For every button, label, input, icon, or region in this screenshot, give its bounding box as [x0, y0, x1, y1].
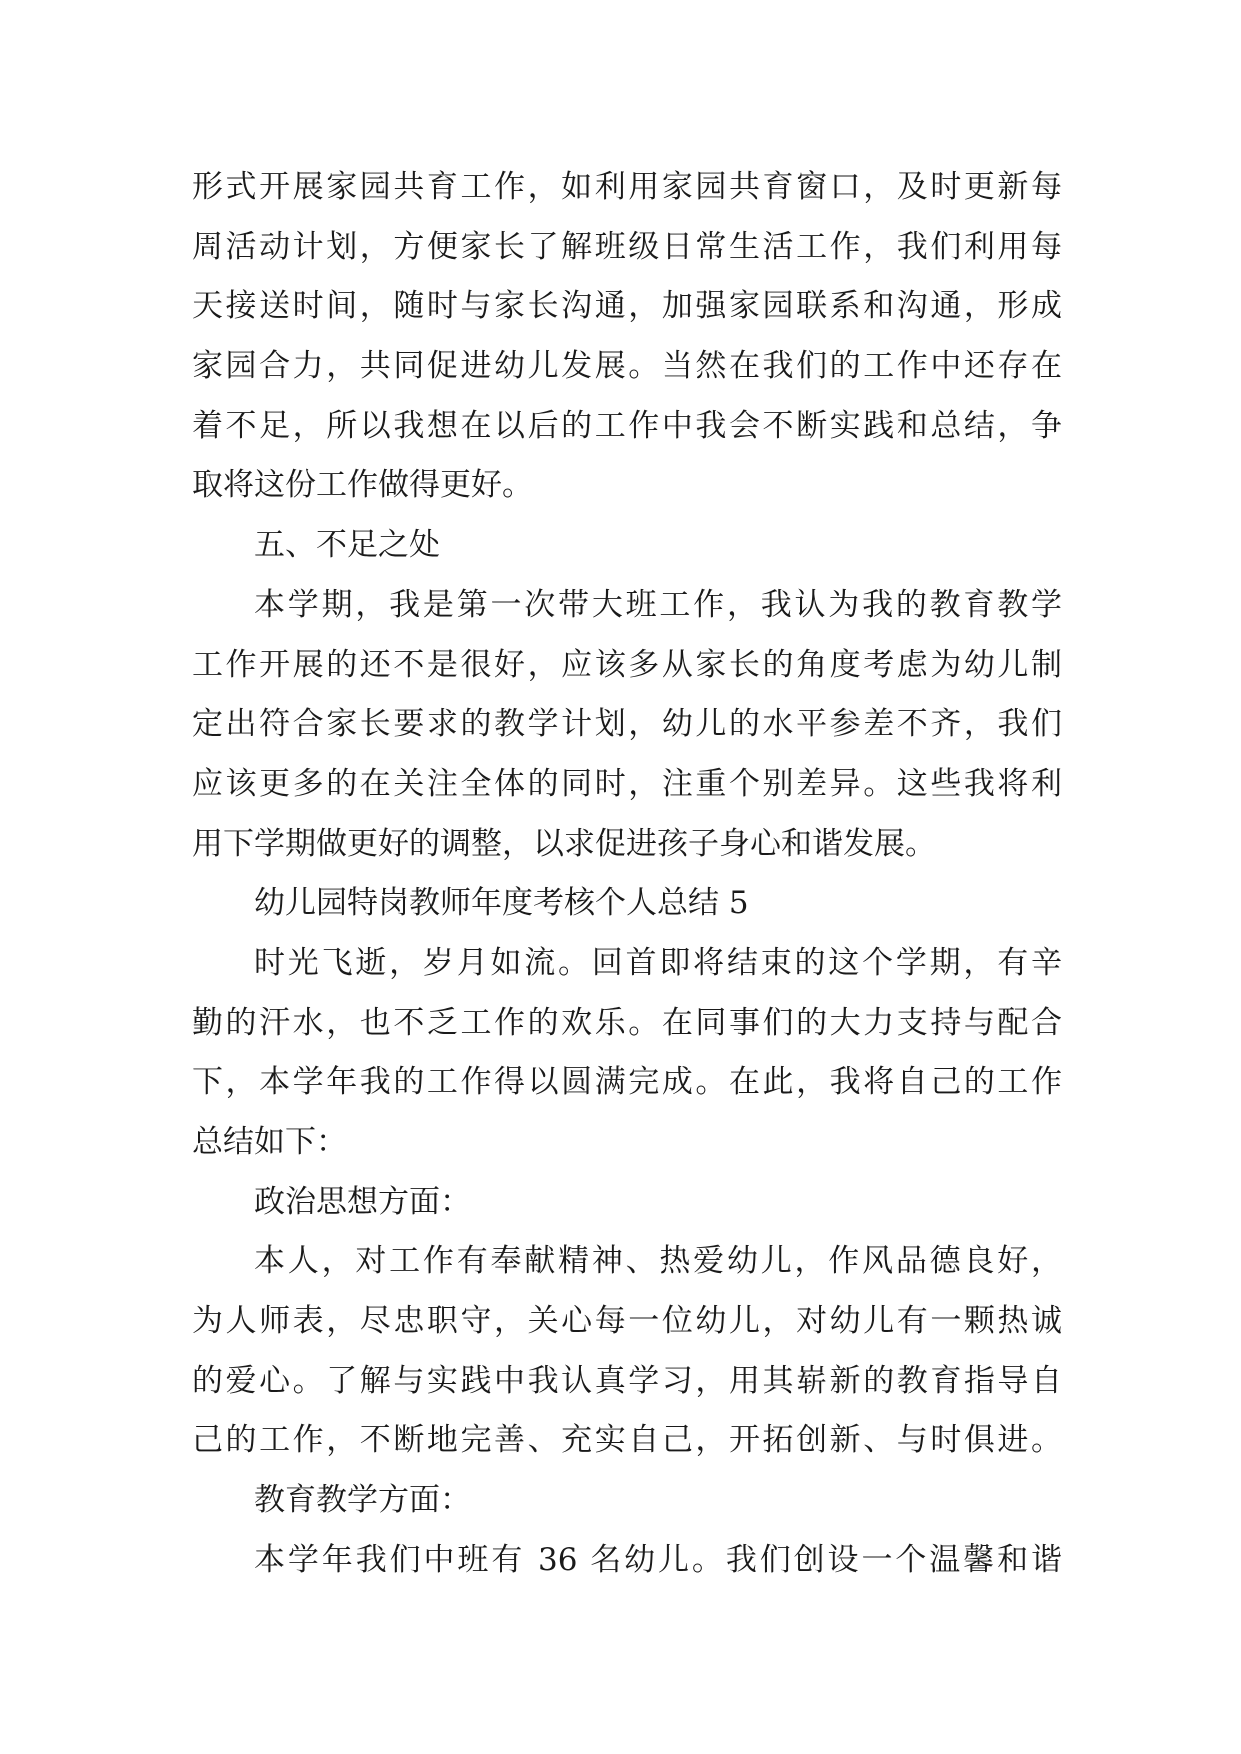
text-line: 勤的汗水，也不乏工作的欢乐。在同事们的大力支持与配合 [192, 1004, 1062, 1041]
text-line: 着不足，所以我想在以后的工作中我会不断实践和总结，争 [192, 407, 1062, 444]
text-line: 定出符合家长要求的教学计划，幼儿的水平参差不齐，我们 [192, 706, 1062, 743]
text-line: 为人师表，尽忠职守，关心每一位幼儿，对幼儿有一颗热诚 [192, 1303, 1062, 1340]
text-line: 周活动计划，方便家长了解班级日常生活工作，我们利用每 [192, 228, 1062, 265]
text-line: 下，本学年我的工作得以圆满完成。在此，我将自己的工作 [192, 1064, 1062, 1101]
text-line: 家园合力，共同促进幼儿发展。当然在我们的工作中还存在 [192, 348, 1062, 385]
text-line: 用下学期做更好的调整，以求促进孩子身心和谐发展。 [192, 825, 936, 862]
section-heading: 五、不足之处 [254, 527, 440, 564]
document-body [192, 158, 1062, 1591]
text-line: 形式开展家园共育工作，如利用家园共育窗口，及时更新每 [192, 169, 1062, 205]
text-line: 时光飞逝，岁月如流。回首即将结束的这个学期，有辛 [254, 944, 1062, 981]
section-heading: 政治思想方面： [254, 1183, 471, 1220]
text-line: 工作开展的还不是很好，应该多从家长的角度考虑为幼儿制 [192, 646, 1062, 683]
text-line: 天接送时间，随时与家长沟通，加强家园联系和沟通，形成 [192, 288, 1062, 325]
text-line: 应该更多的在关注全体的同时，注重个别差异。这些我将利 [192, 765, 1062, 802]
text-line: 取将这份工作做得更好。 [192, 467, 533, 504]
text-line: 本人，对工作有奉献精神、热爱幼儿，作风品德良好， [254, 1243, 1062, 1280]
section-title: 幼儿园特岗教师年度考核个人总结 5 [254, 885, 749, 922]
text-line: 己的工作，不断地完善、充实自己，开拓创新、与时俱进。 [192, 1422, 1062, 1459]
text-line: 本学期，我是第一次带大班工作，我认为我的教育教学 [254, 586, 1062, 623]
text-line: 本学年我们中班有 36 名幼儿。我们创设一个温馨和谐 [254, 1541, 1062, 1578]
text-line: 总结如下： [192, 1124, 347, 1160]
section-heading: 教育教学方面： [254, 1482, 471, 1519]
text-line: 的爱心。了解与实践中我认真学习，用其崭新的教育指导自 [192, 1362, 1062, 1399]
